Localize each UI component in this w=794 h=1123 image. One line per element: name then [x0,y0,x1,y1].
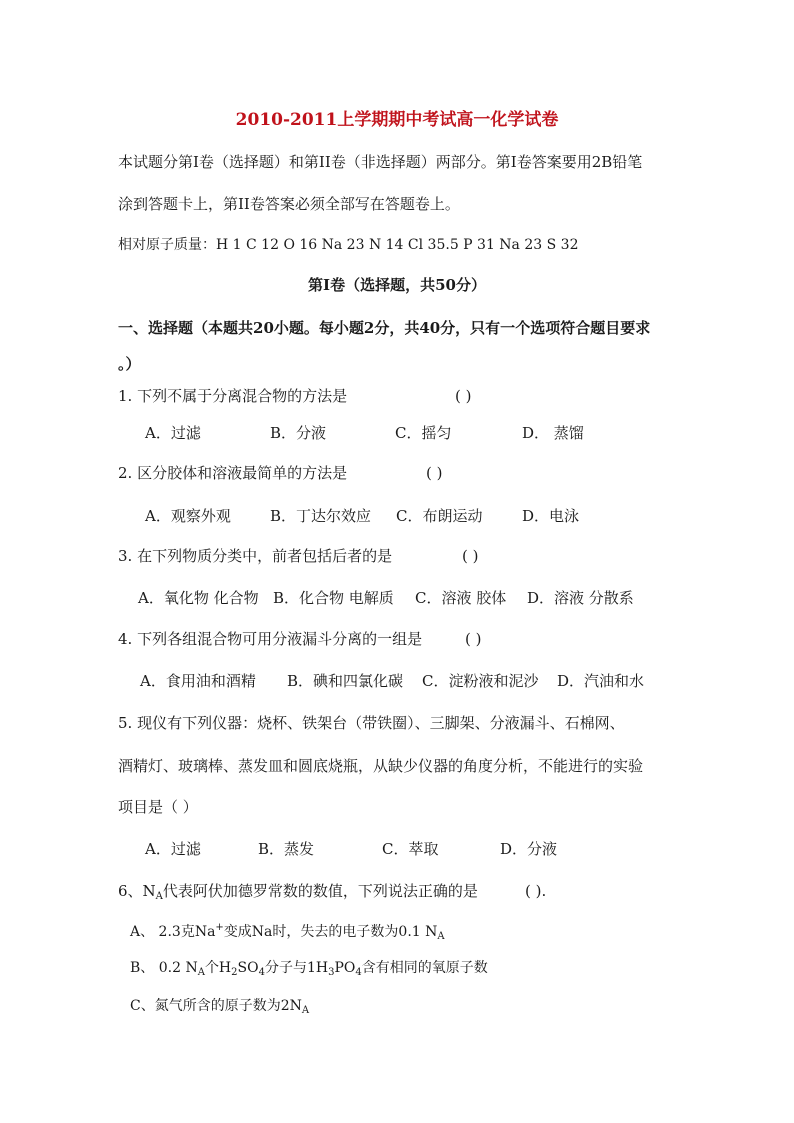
option-d: D．汽油和水 [557,672,645,690]
option-b: B．蒸发 [258,840,315,858]
question-2-stem: 2. 区分胶体和溶液最简单的方法是 [118,464,348,482]
stem-post: 代表阿伏加德罗常数的数值，下列说法正确的是 [162,882,478,900]
part-heading-line-2: 。） [118,355,141,373]
option-c [130,996,309,1016]
option-a-pre: A、 2.3克Na [130,924,216,940]
option-c: C．布朗运动 [396,507,483,525]
atomic-masses: 相对原子质量：H 1 C 12 O 16 Na 23 N 14 Cl 35.5 P 31 Na 23 S 32 [118,237,579,253]
option-b-text-i: PO [334,960,356,976]
question-stem: 1. 下列不属于分离混合物的方法是 [118,387,348,405]
option-c: C．摇匀 [395,424,452,442]
answer-paren: ( ) [465,630,482,648]
option-a: A．氧化物 化合物 [138,589,259,607]
option-b-text-a: B、 0.2 N [130,960,198,976]
answer-paren: ( ) [462,547,479,565]
option-b-text-k: 含有相同的氧原子数 [361,960,488,976]
option-b [130,958,488,978]
option-a-mid: 变成Na时，失去的电子数为0.1 N [223,924,438,940]
superscript: + [215,922,224,933]
question-5-stem-line-2: 酒精灯、玻璃棒、蒸发皿和圆底烧瓶，从缺少仪器的角度分析，不能进行的实验 [118,757,644,775]
option-b: B．化合物 电解质 [273,589,394,607]
option-b: B．丁达尔效应 [270,507,372,525]
intro-line-1: 本试题分第I卷（选择题）和第II卷（非选择题）两部分。第I卷答案要用2B铅笔 [118,153,643,171]
intro-line-2: 涂到答题卡上，第II卷答案必须全部写在答题卷上。 [118,195,460,213]
option-d: D．分液 [500,840,558,858]
subscript: 4 [258,967,265,978]
subscript: A [155,891,163,902]
question-5-stem-line-1: 5. 现仪有下列仪器：烧杯、铁架台（带铁圈）、三脚架、分液漏斗、石棉网、 [118,714,625,732]
stem-pre: 6、N [118,882,156,900]
option-b: B．分液 [270,424,327,442]
part-heading-line-1: 一、选择题（本题共20小题。每小题2分，共40分，只有一个选项符合题目要求 [118,319,651,337]
question-1-stem [118,386,347,406]
option-b-text-c: 个H [204,960,232,976]
option-b-text-g: 分子与1H [264,960,329,976]
answer-paren: ( ). [525,882,547,900]
subscript: 2 [231,967,238,978]
option-b: B．碘和四氯化碳 [287,672,404,690]
option-c-pre: C、氮气所含的原子数为2N [130,998,302,1014]
option-d: D． 蒸馏 [522,424,584,442]
option-a [130,922,445,942]
option-d: D．电泳 [522,507,580,525]
subscript: 3 [328,967,335,978]
subscript: A [197,967,205,978]
answer-paren: ( ) [455,387,472,405]
option-c: C．萃取 [382,840,439,858]
subscript: A [437,931,445,942]
option-a: A．食用油和酒精 [140,672,256,690]
question-6-stem [118,881,478,901]
option-c: C．溶液 胶体 [415,589,507,607]
option-c: C．淀粉液和泥沙 [422,672,539,690]
option-d: D．溶液 分散系 [527,589,634,607]
option-a: A．过滤 [145,424,201,442]
question-5-stem-line-3: 项目是（ ） [118,798,198,816]
option-b-text-e: SO [237,960,259,976]
option-a: A．过滤 [145,840,201,858]
question-4-stem: 4. 下列各组混合物可用分液漏斗分离的一组是 [118,630,423,648]
subscript: 4 [355,967,362,978]
page-title: 2010-2011上学期期中考试高一化学试卷 [235,110,559,130]
answer-paren: ( ) [426,464,443,482]
option-a: A．观察外观 [145,507,231,525]
question-3-stem: 3. 在下列物质分类中，前者包括后者的是 [118,547,393,565]
section-heading: 第I卷（选择题，共50分） [308,276,486,294]
subscript: A [301,1005,310,1016]
